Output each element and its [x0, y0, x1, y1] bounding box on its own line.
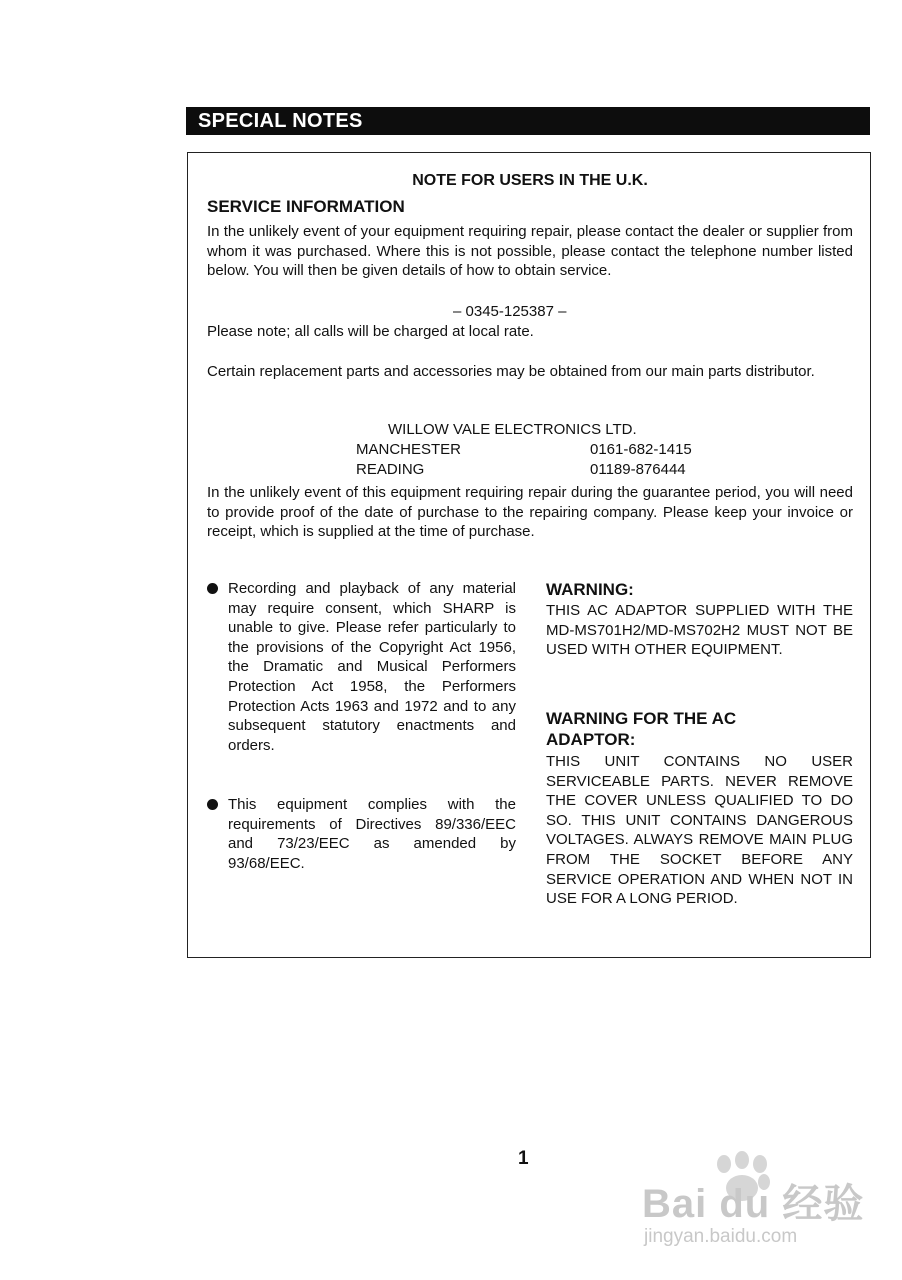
branch-phone: 0161-682-1415	[590, 441, 692, 458]
branch-phone: 01189-876444	[590, 461, 686, 478]
branch-name: READING	[356, 461, 425, 478]
list-item	[207, 795, 516, 873]
copyright-note: Recording and playback of any material may require consent, which SHARP is unable to give. Please refer particularly to the provisions of the Copyright Act 1956, the Dramatic and Musical Performers Protection Act 1958, the Performers Protection Acts 1963 and 1972 and to any subsequent statutory enactments and orders.	[228, 580, 516, 754]
watermark-url: jingyan.baidu.com	[644, 1226, 798, 1247]
ac-warning-heading-cont: ADAPTOR:	[546, 730, 636, 749]
guarantee-paragraph: In the unlikely event of this equipment requiring repair during the guarantee period, you will need to provide proof of the date of purchase to the repairing company. Please keep your invoice or receipt, which is supplied at the time of purchase.	[207, 484, 853, 540]
parts-paragraph: Certain replacement parts and accessories may be obtained from our main parts distributor.	[207, 363, 815, 380]
ac-warning-text: THIS UNIT CONTAINS NO USER SERVICEABLE PARTS. NEVER REMOVE THE COVER UNLESS QUALIFIED TO DO SO. THIS UNIT CONTAINS DANGEROUS VOLTAGES. ALWAYS REMOVE MAIN PLUG FROM THE SOCKET BEFORE ANY SERVICE OPERATION AND WHEN NOT IN USE FOR A LONG PERIOD.	[546, 753, 853, 908]
ac-warning-heading: WARNING FOR THE AC	[546, 709, 737, 728]
warning-text: THIS AC ADAPTOR SUPPLIED WITH THE MD-MS701H2/MD-MS702H2 MUST NOT BE USED WITH OTHER EQUIPMENT.	[546, 602, 853, 659]
section-header	[186, 107, 870, 135]
service-phone: – 0345-125387 –	[453, 303, 567, 320]
distributor-name: WILLOW VALE ELECTRONICS LTD.	[388, 421, 637, 438]
baidu-watermark	[642, 1150, 872, 1260]
uk-note-title: NOTE FOR USERS IN THE U.K.	[412, 172, 648, 189]
section-title: SPECIAL NOTES	[198, 110, 363, 132]
service-paragraph: In the unlikely event of your equipment requiring repair, please contact the dealer or supplier from whom it was purchased. Where this is not possible, please contact the telephone number listed below. You will then be given details of how to obtain service.	[207, 223, 853, 279]
watermark-brand: Bai du 经验	[642, 1182, 865, 1226]
local-rate-note: Please note; all calls will be charged at local rate.	[207, 323, 534, 340]
directives-note: This equipment complies with the requirements of Directives 89/336/EEC and 73/23/EEC as amended by 93/68/EEC.	[228, 796, 516, 872]
service-info-heading: SERVICE INFORMATION	[207, 197, 405, 216]
bullet-icon	[207, 799, 218, 810]
bullet-icon	[207, 583, 218, 594]
list-item	[207, 579, 516, 755]
page-number: 1	[518, 1148, 529, 1169]
branch-name: MANCHESTER	[356, 441, 462, 458]
warning-heading: WARNING:	[546, 580, 634, 599]
